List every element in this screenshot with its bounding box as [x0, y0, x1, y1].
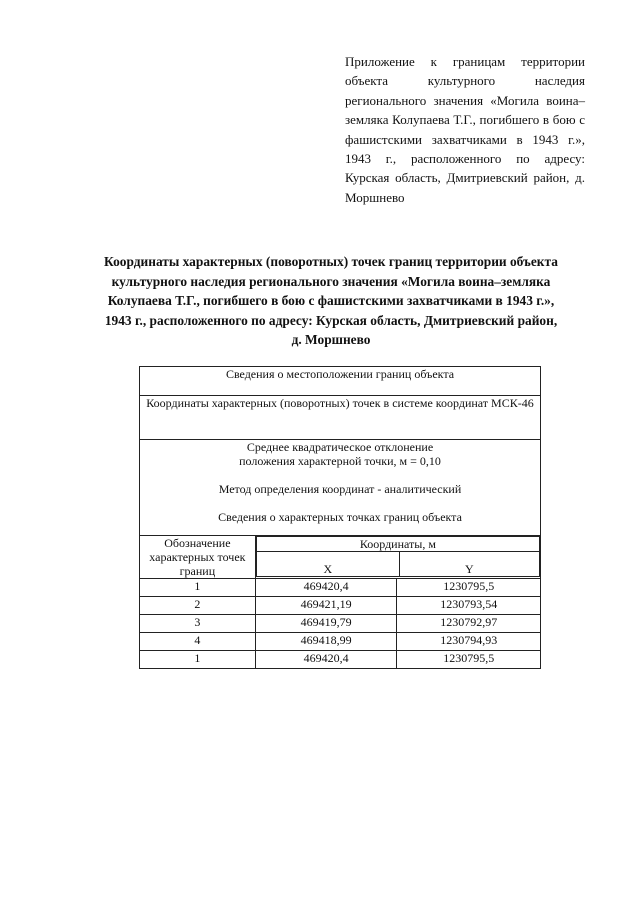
- point-y: 1230792,97: [397, 615, 541, 633]
- point-x: 469420,4: [255, 579, 397, 597]
- column-label-header: Обозначение характерных точек границ: [140, 536, 256, 579]
- method-text: Метод определения координат - аналитический: [218, 482, 462, 496]
- table-title-row: [140, 367, 541, 396]
- table-row: [140, 651, 541, 669]
- coordinates-header-cell: [255, 536, 540, 579]
- points-info-text: Сведения о характерных точках границ объекта: [218, 510, 462, 524]
- rms-line-1: Среднее квадратическое отклонение: [246, 440, 434, 454]
- table-row: [140, 615, 541, 633]
- point-x: 469420,4: [255, 651, 397, 669]
- rms-line-2: положения характерной точки, м = 0,10: [239, 454, 441, 468]
- table-title: Сведения о местоположении границ объекта: [140, 367, 541, 396]
- table-row: [140, 633, 541, 651]
- column-header-row: [140, 536, 541, 579]
- coord-system-text: Координаты характерных (поворотных) точек в системе координат МСК-46: [140, 396, 541, 440]
- coord-system-row: [140, 396, 541, 440]
- point-label: 4: [140, 633, 256, 651]
- coordinates-header: Координаты, м: [256, 537, 539, 552]
- point-y: 1230795,5: [397, 579, 541, 597]
- appendix-note: Приложение к границам территории объекта культурного наследия регионального значения «Могила воина–земляка Колупаева Т.Г., погибшего в бою с фашистскими захватчиками в 1943 г.», 1943 г., расположенного по адресу: Курская область, Дмитриевский район, д. Моршнево: [345, 54, 585, 205]
- document-heading: Координаты характерных (поворотных) точек границ территории объекта культурного наследия регионального значения «Могила воина–земляка Колупаева Т.Г., погибшего в бою с фашистскими захватчиками в 1943 г.», 1943 г., расположенного по адресу: Курская область, Дмитриевский район, д. Моршнево: [104, 254, 558, 347]
- point-y: 1230795,5: [397, 651, 541, 669]
- accuracy-cell: [140, 440, 541, 536]
- point-label: 1: [140, 651, 256, 669]
- point-x: 469421,19: [255, 597, 397, 615]
- column-x-header: X: [256, 552, 399, 577]
- point-x: 469419,79: [255, 615, 397, 633]
- coordinates-table: [139, 366, 541, 669]
- point-y: 1230794,93: [397, 633, 541, 651]
- point-label: 1: [140, 579, 256, 597]
- table-row: [140, 597, 541, 615]
- point-x: 469418,99: [255, 633, 397, 651]
- accuracy-row: [140, 440, 541, 536]
- point-label: 3: [140, 615, 256, 633]
- column-y-header: Y: [399, 552, 539, 577]
- point-label: 2: [140, 597, 256, 615]
- point-y: 1230793,54: [397, 597, 541, 615]
- table-row: [140, 579, 541, 597]
